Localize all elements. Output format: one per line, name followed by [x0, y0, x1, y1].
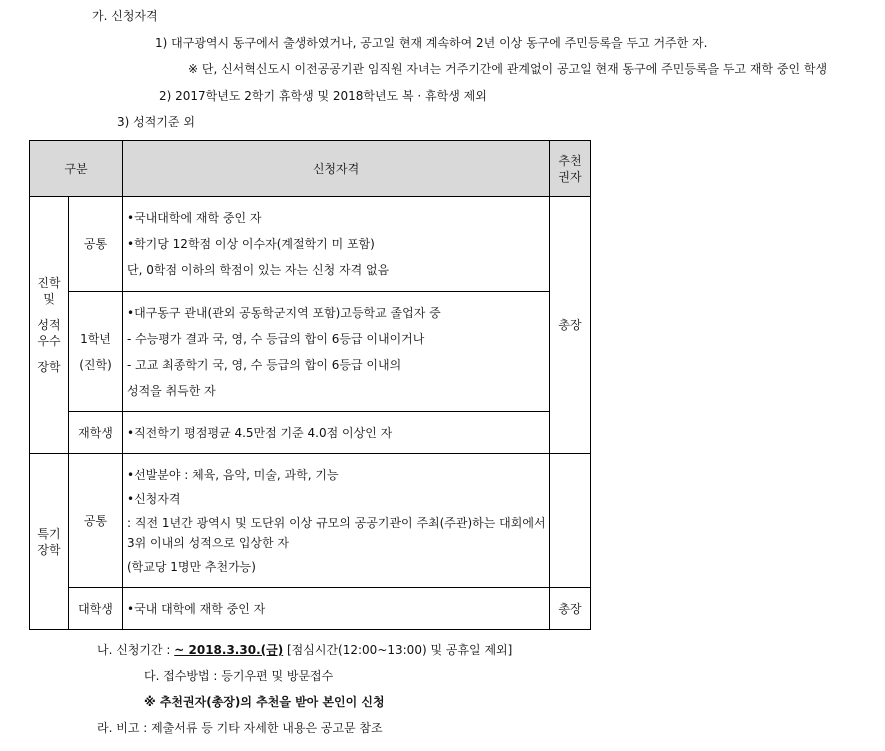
application-period: 나. 신청기간 : ~ 2018.3.30.(금) [점심시간(12:00~13:00) 및 공휴일 제외]	[97, 643, 513, 657]
eligibility-item-1-note: ※ 단, 신서혁신도시 이전공공기관 임직원 자녀는 거주기간에 관계없이 공고일 현재 동구에 주민등록을 두고 재학 중인 학생	[188, 62, 828, 76]
eligibility-item-3: 3) 성적기준 외	[117, 115, 195, 129]
eligibility-item-1: 1) 대구광역시 동구에서 출생하였거나, 공고일 현재 계속하여 2년 이상 동구에 주민등록을 두고 거주한 자.	[155, 36, 708, 50]
header-recommender: 추천 권자	[550, 141, 591, 197]
subcategory-university: 대학생	[69, 588, 123, 630]
section-ga-title: 가. 신청자격	[92, 9, 158, 23]
header-category: 구분	[30, 141, 123, 197]
subcategory-enrolled: 재학생	[69, 412, 123, 454]
qualification-university: •국내 대학에 재학 중인 자	[123, 588, 550, 630]
subcategory-freshman: 1학년 (진학)	[69, 292, 123, 412]
group-special-label: 특기 장학	[30, 454, 69, 630]
eligibility-item-2: 2) 2017학년도 2학기 휴학생 및 2018학년도 복 · 휴학생 제외	[159, 89, 487, 103]
subcategory-common: 공통	[69, 197, 123, 292]
remarks: 라. 비고 : 제출서류 등 기타 자세한 내용은 공고문 참조	[97, 721, 383, 735]
qualification-special-common: •선발분야 : 체육, 음악, 미술, 과학, 기능 •신청자격 : 직전 1년간 광역시 및 도단위 이상 규모의 공공기관이 주최(주관)하는 대회에서 3위 이내의 성적으로 입상한 자 (학교당 1명만 추천가능)	[123, 454, 550, 588]
qualification-enrolled: •직전학기 평점평균 4.5만점 기준 4.0점 이상인 자	[123, 412, 550, 454]
recommender-special-empty	[550, 454, 591, 588]
eligibility-table	[29, 140, 591, 630]
header-qualification: 신청자격	[123, 141, 550, 197]
recommendation-note: ※ 추천권자(총장)의 추천을 받아 본인이 신청	[144, 695, 385, 709]
group-academic-label: 진학 및 성적 우수 장학	[30, 197, 69, 454]
qualification-common: •국내대학에 재학 중인 자 •학기당 12학점 이상 이수자(계절학기 미 포함) 단, 0학점 이하의 학점이 있는 자는 신청 자격 없음	[123, 197, 550, 292]
subcategory-special-common: 공통	[69, 454, 123, 588]
recommender-president: 총장	[550, 197, 591, 454]
submission-method: 다. 접수방법 : 등기우편 및 방문접수	[144, 669, 334, 683]
qualification-freshman: •대구동구 관내(관외 공동학군지역 포함)고등학교 졸업자 중 - 수능평가 결과 국, 영, 수 등급의 합이 6등급 이내이거나 - 고교 최종학기 국, 영, 수 등급의 합이 6등급 이내의 성적을 취득한 자	[123, 292, 550, 412]
application-deadline: ~ 2018.3.30.(금)	[174, 643, 284, 657]
recommender-president-2: 총장	[550, 588, 591, 630]
